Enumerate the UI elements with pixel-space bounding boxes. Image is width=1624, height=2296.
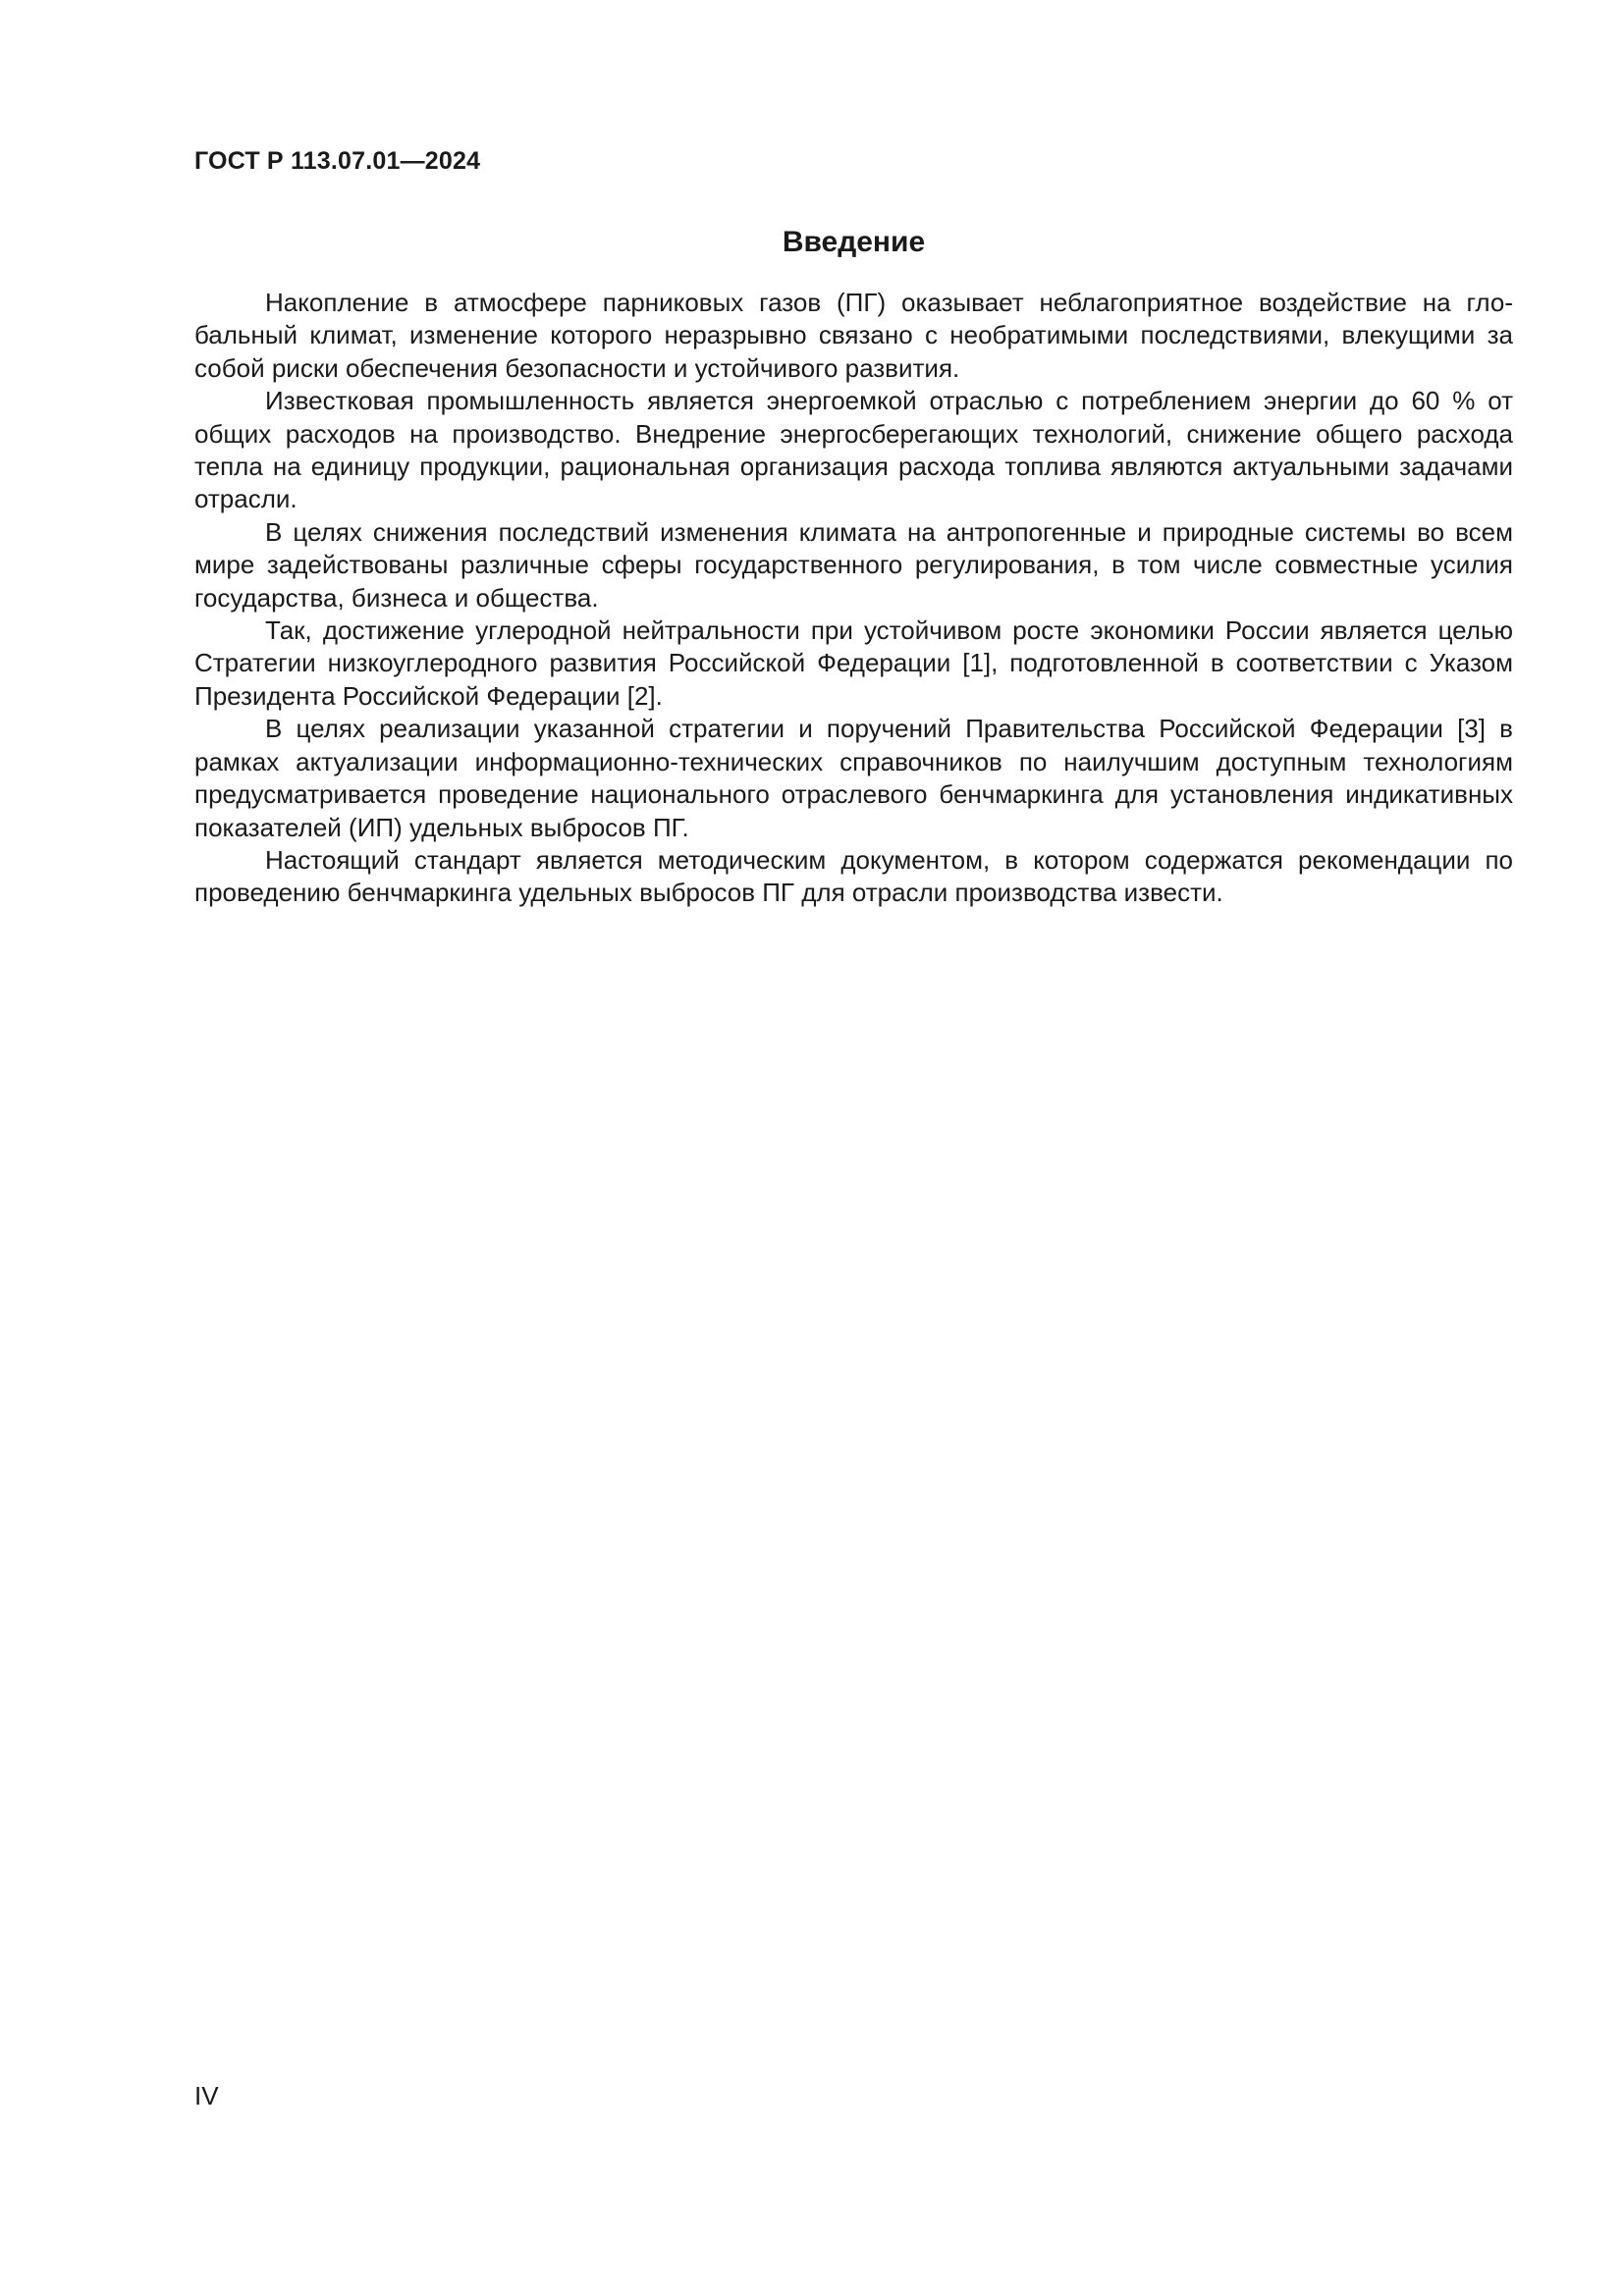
introduction-body [194, 287, 1513, 910]
page-number: IV [194, 2081, 219, 2110]
paragraph: Так, достижение углеродной нейтральности при устойчивом росте экономики России является целью Стратегии низкоуглеродного развития Российской Федерации [1], подготовленной в соответствии с Указом Президента Российской Федерации [2]. [194, 615, 1513, 711]
section-title: Введение [782, 226, 926, 258]
paragraph: Известковая промышленность является энергоемкой отраслью с потреблением энергии до 60 % от общих расходов на производство. Внедрение энергосберегающих технологий, снижение общего расхода тепла на единицу продукции, рациональная организация расхода топлива являются актуальными задачами отрасли. [194, 386, 1513, 514]
paragraph: В целях снижения последствий изменения климата на антропогенные и природные системы во всем мире задействованы различные сферы государственного регулирования, в том числе совместные усилия государства, бизнеса и общества. [194, 516, 1513, 613]
document-code: ГОСТ Р 113.07.01—2024 [194, 147, 481, 175]
paragraph: Настоящий стандарт является методическим документом, в котором содержатся рекомендации по проведению бенчмаркинга удельных выбросов ПГ для отрасли производства извести. [194, 844, 1513, 908]
paragraph: Накопление в атмосфере парниковых газов (ПГ) оказывает неблагоприятное воздействие на глобальный климат, изменение которого неразрывно связано с необратимыми последствиями, влекущими за собой риски обеспечения безопасности и устойчивого развития. [194, 288, 1513, 383]
paragraph: В целях реализации указанной стратегии и поручений Правительства Российской Федерации [3] в рамках актуализации информационно-технических справочников по наилучшим доступным технологиям предусматривается проведение национального отраслевого бенчмаркинга для установления индикативных показателей (ИП) удельных выбросов ПГ. [194, 714, 1513, 842]
